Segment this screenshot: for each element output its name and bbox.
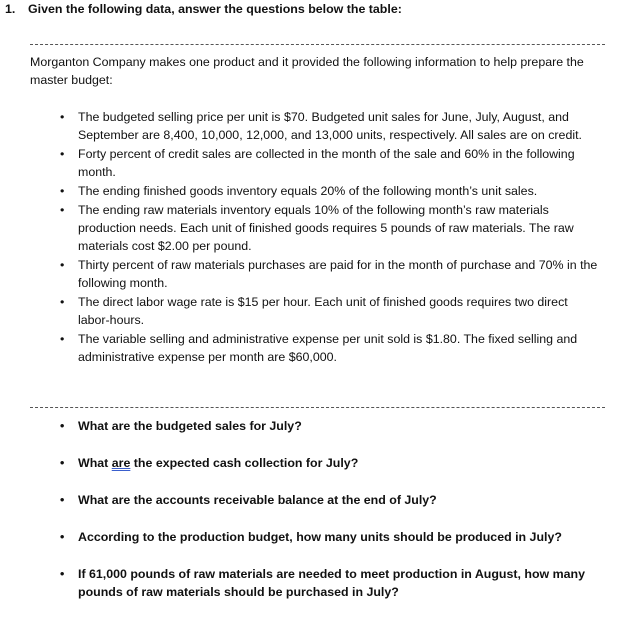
grammar-flagged-word[interactable]: are <box>111 456 131 470</box>
bullet-icon: • <box>60 184 65 198</box>
question-heading <box>5 2 402 16</box>
question-item <box>60 491 600 509</box>
question-text: What are the budgeted sales for July? <box>78 419 302 433</box>
list-item <box>60 201 600 255</box>
list-item <box>60 330 600 366</box>
list-item <box>60 293 600 329</box>
bullet-icon: • <box>60 295 65 309</box>
question-text: According to the production budget, how many units should be produced in July? <box>78 530 562 544</box>
bullet-icon: • <box>60 456 65 470</box>
question-text: If 61,000 pounds of raw materials are needed to meet production in August, how many pounds of raw materials should be purchased in July? <box>78 567 585 599</box>
fact-text: The budgeted selling price per unit is $70. Budgeted unit sales for June, July, August, and September are 8,400, 10,000, 12,000, and 13,000 units, respectively. All sales are on credit. <box>78 110 582 142</box>
fact-text: The ending raw materials inventory equals 10% of the following month’s raw materials production needs. Each unit of finished goods requires 5 pounds of raw materials. The raw materials cost $2.00 per pound. <box>78 203 574 253</box>
fact-text: The ending finished goods inventory equals 20% of the following month’s unit sales. <box>78 184 538 198</box>
bullet-icon: • <box>60 203 65 217</box>
question-item <box>60 565 600 601</box>
question-text: What are the accounts receivable balance at the end of July? <box>78 493 437 507</box>
fact-text: The direct labor wage rate is $15 per hour. Each unit of finished goods requires two direct labor-hours. <box>78 295 568 327</box>
question-item <box>60 454 600 472</box>
list-item <box>60 145 600 181</box>
bullet-icon: • <box>60 493 65 507</box>
facts-list <box>60 108 600 367</box>
question-text-part: the expected cash collection for July? <box>130 456 359 470</box>
list-item <box>60 108 600 144</box>
dashed-divider <box>30 407 605 408</box>
bullet-icon: • <box>60 419 65 433</box>
bullet-icon: • <box>60 567 65 581</box>
fact-text: Forty percent of credit sales are collected in the month of the sale and 60% in the following month. <box>78 147 575 179</box>
question-item <box>60 417 600 435</box>
dashed-divider <box>30 44 605 45</box>
heading-text: Given the following data, answer the questions below the table: <box>28 2 402 16</box>
bullet-icon: • <box>60 147 65 161</box>
fact-text: Thirty percent of raw materials purchases are paid for in the month of purchase and 70% in the following month. <box>78 258 598 290</box>
list-item <box>60 256 600 292</box>
fact-text: The variable selling and administrative expense per unit sold is $1.80. The fixed selling and administrative expense per month are $60,000. <box>78 332 578 364</box>
question-text <box>78 456 358 470</box>
list-item <box>60 182 600 200</box>
bullet-icon: • <box>60 530 65 544</box>
question-item <box>60 528 600 546</box>
question-text-part: What <box>78 456 112 470</box>
questions-list <box>60 417 600 620</box>
question-number: 1. <box>5 2 16 16</box>
intro-paragraph: Morganton Company makes one product and it provided the following information to help prepare the master budget: <box>30 55 584 87</box>
bullet-icon: • <box>60 110 65 124</box>
bullet-icon: • <box>60 258 65 272</box>
bullet-icon: • <box>60 332 65 346</box>
